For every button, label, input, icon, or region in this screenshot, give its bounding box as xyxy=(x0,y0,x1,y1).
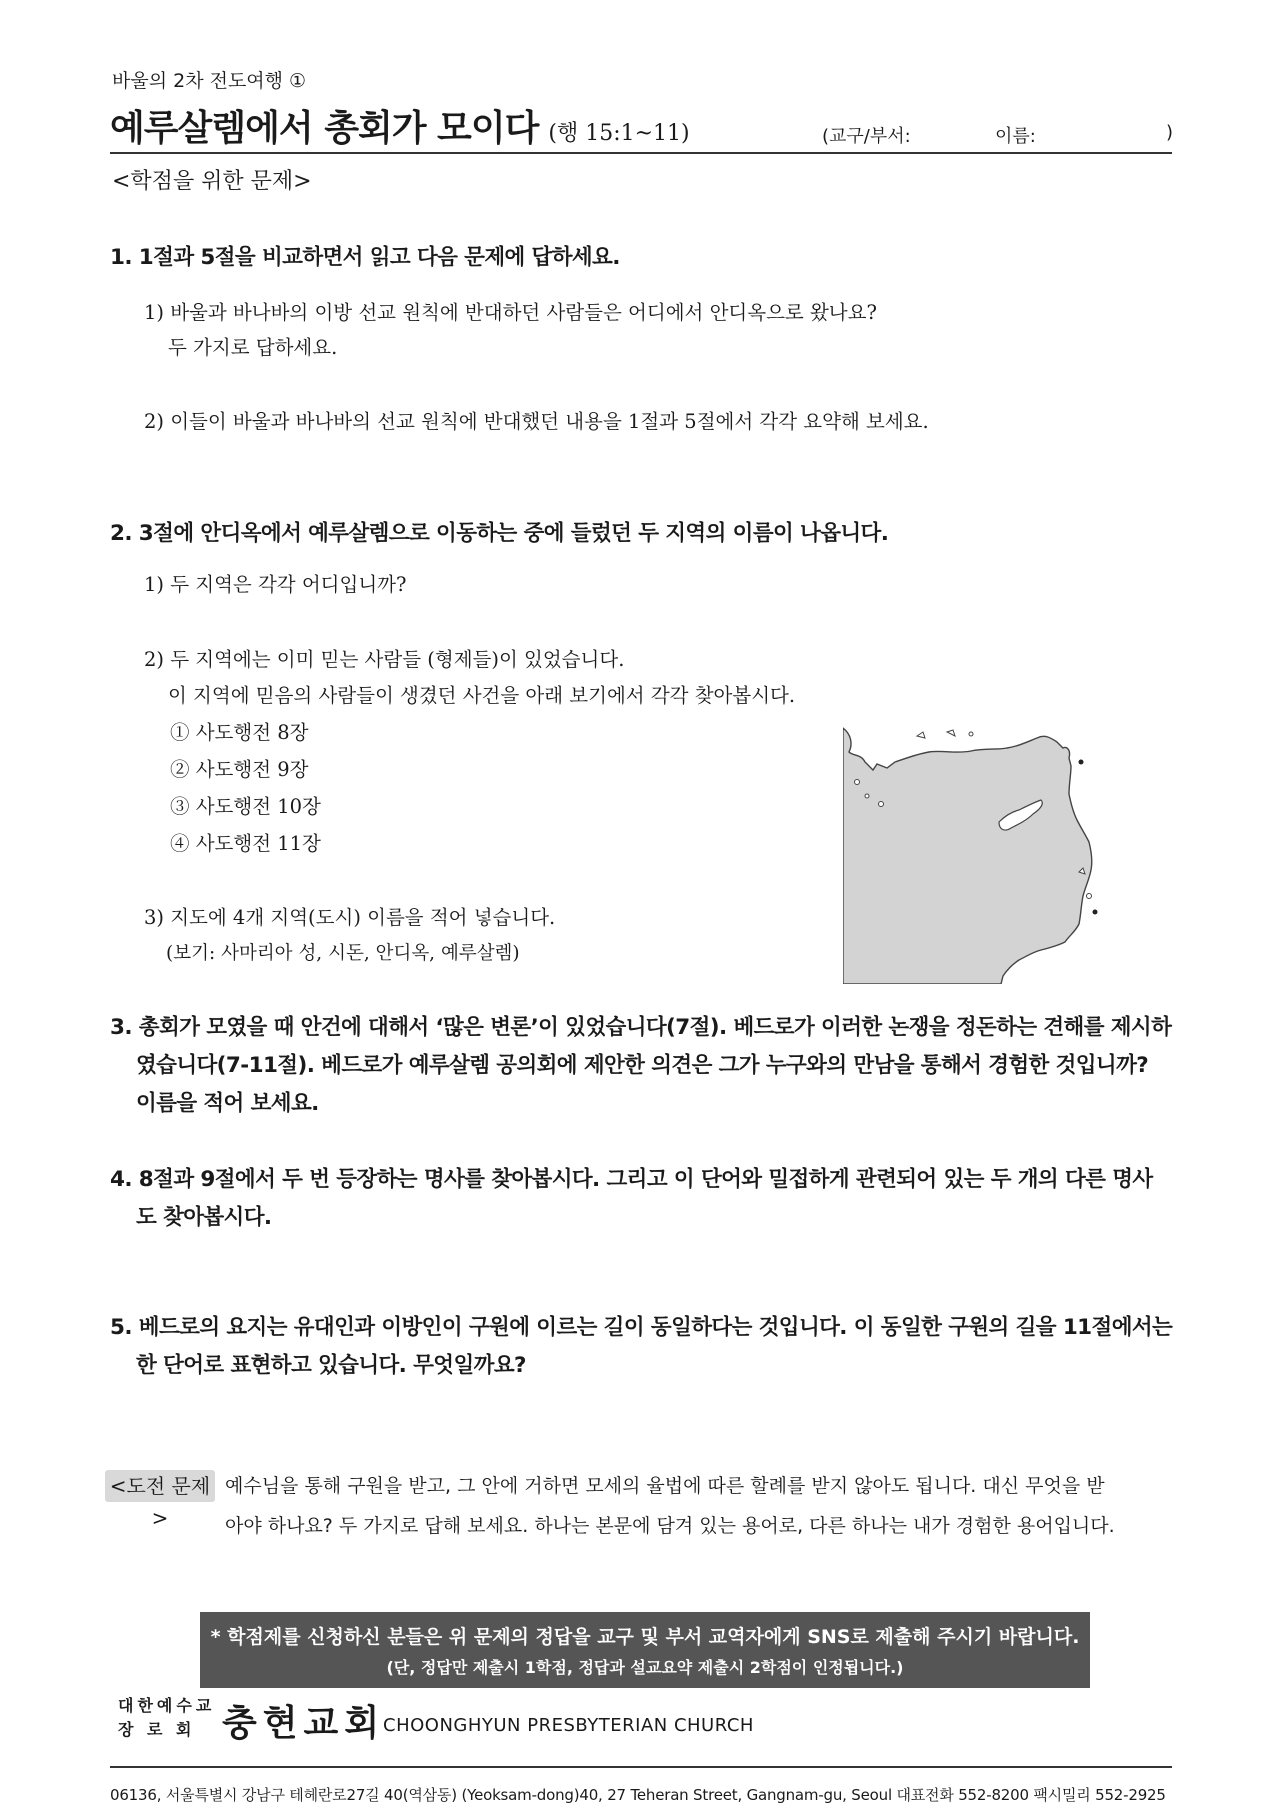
option-2: ② 사도행전 9장 xyxy=(170,758,309,781)
notice-line1: * 학점제를 신청하신 분들은 위 문제의 정답을 교구 및 부서 교역자에게 SNS로 제출해 주시기 바랍니다. xyxy=(210,1626,1080,1648)
question-5-line1: 5. 베드로의 요지는 유대인과 이방인이 구원에 이르는 길이 동일하다는 것입니다. 이 동일한 구원의 길을 11절에서는 xyxy=(110,1315,1173,1340)
question-1-sub1-line2: 두 가지로 답하세요. xyxy=(168,336,338,359)
close-paren: ) xyxy=(1166,122,1174,143)
bible-reference: (행 15:1~11) xyxy=(548,121,690,146)
question-2-sub2-line1: 2) 두 지역에는 이미 믿는 사람들 (형제들)이 있었습니다. xyxy=(144,648,625,671)
eastern-mediterranean-map-icon xyxy=(843,724,1103,984)
dept-label: (교구/부서: xyxy=(822,126,911,147)
section-subtitle: <학점을 위한 문제> xyxy=(112,169,312,194)
question-3-line2: 였습니다(7-11절). 베드로가 예루살렘 공의회에 제안한 의견은 그가 누구와의 만남을 통해서 경험한 것입니까? xyxy=(136,1053,1149,1078)
series-label: 바울의 2차 전도여행 ① xyxy=(112,70,307,92)
question-5-line2: 한 단어로 표현하고 있습니다. 무엇일까요? xyxy=(136,1353,526,1378)
church-name-english: CHOONGHYUN PRESBYTERIAN CHURCH xyxy=(383,1715,754,1736)
challenge-line1: 예수님을 통해 구원을 받고, 그 안에 거하면 모세의 율법에 따른 할례를 받지 않아도 됩니다. 대신 무엇을 받 xyxy=(225,1475,1105,1497)
question-2-sub1: 1) 두 지역은 각각 어디입니까? xyxy=(144,573,407,596)
question-2-title: 2. 3절에 안디옥에서 예루살렘으로 이동하는 중에 들렀던 두 지역의 이름이 나옵니다. xyxy=(110,521,889,546)
denomination-line2: 장 로 회 xyxy=(118,1720,196,1739)
challenge-label: <도전 문제> xyxy=(105,1470,215,1502)
question-3-line3: 이름을 적어 보세요. xyxy=(136,1091,319,1116)
page-title xyxy=(110,100,690,151)
name-label: 이름: xyxy=(995,126,1036,147)
option-3: ③ 사도행전 10장 xyxy=(170,795,321,818)
question-1-sub2: 2) 이들이 바울과 바나바의 선교 원칙에 반대했던 내용을 1절과 5절에서 각각 요약해 보세요. xyxy=(144,410,929,433)
header-divider xyxy=(110,152,1172,154)
footer-divider xyxy=(110,1766,1172,1768)
question-1-title: 1. 1절과 5절을 비교하면서 읽고 다음 문제에 답하세요. xyxy=(110,245,620,270)
question-2-sub3-hint: (보기: 사마리아 성, 시돈, 안디옥, 예루살렘) xyxy=(166,943,520,964)
challenge-line2: 아야 하나요? 두 가지로 답해 보세요. 하나는 본문에 담겨 있는 용어로, 다른 하나는 내가 경험한 용어입니다. xyxy=(225,1515,1115,1537)
title-text: 예루살렘에서 총회가 모이다 xyxy=(110,108,539,149)
church-logo: 충현교회 xyxy=(222,1702,386,1744)
question-1-sub1-line1: 1) 바울과 바나바의 이방 선교 원칙에 반대하던 사람들은 어디에서 안디옥으로 왔나요? xyxy=(144,301,877,324)
denomination-line1: 대한예수교 xyxy=(118,1696,216,1715)
option-1: ① 사도행전 8장 xyxy=(170,721,309,744)
question-2-sub2-line2: 이 지역에 믿음의 사람들이 생겼던 사건을 아래 보기에서 각각 찾아봅시다. xyxy=(168,684,796,707)
notice-line2: (단, 정답만 제출시 1학점, 정답과 설교요약 제출시 2학점이 인정됩니다.) xyxy=(386,1658,904,1677)
footer-address: 06136, 서울특별시 강남구 테헤란로27길 40(역삼동) (Yeoksam-dong)40, 27 Teheran Street, Gangnam-gu, Seoul 대표전화 552-8200 팩시밀리 552-2925 xyxy=(110,1786,1166,1804)
option-4: ④ 사도행전 11장 xyxy=(170,832,321,855)
question-4-line2: 도 찾아봅시다. xyxy=(136,1205,272,1230)
question-4-line1: 4. 8절과 9절에서 두 번 등장하는 명사를 찾아봅시다. 그리고 이 단어와 밀접하게 관련되어 있는 두 개의 다른 명사 xyxy=(110,1167,1153,1192)
question-3-line1: 3. 총회가 모였을 때 안건에 대해서 ‘많은 변론’이 있었습니다(7절). 베드로가 이러한 논쟁을 정돈하는 견해를 제시하 xyxy=(110,1015,1172,1040)
question-2-sub3: 3) 지도에 4개 지역(도시) 이름을 적어 넣습니다. xyxy=(144,906,556,929)
notice-banner xyxy=(200,1612,1090,1688)
